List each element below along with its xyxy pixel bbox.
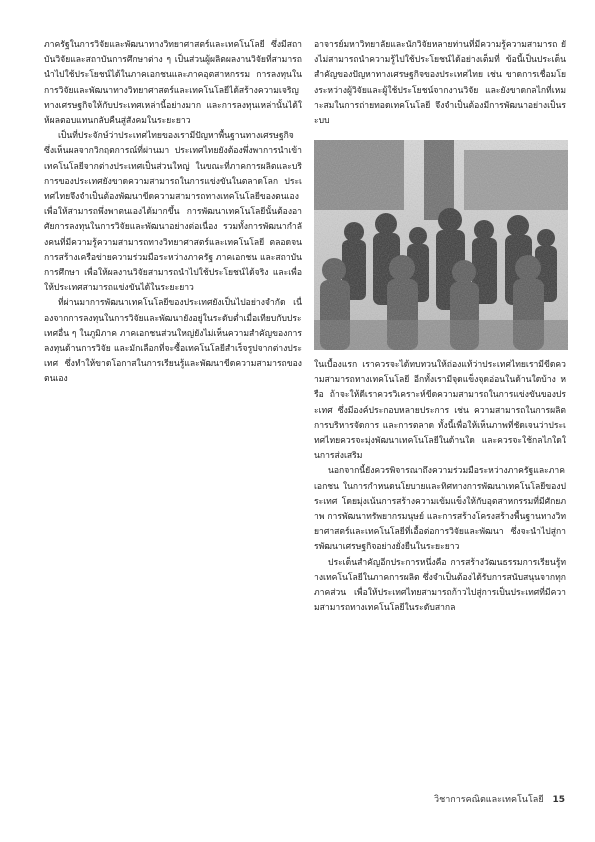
paragraph: อาจารย์มหาวิทยาลัยและนักวิจัยหลายท่านที่มีความรู้ความสามารถ ยังไม่สามารถนำความรู้ไปใช้ประโยชน์ได้อย่างเต็มที่ ข้อนี้เป็นประเด็นสำคัญของปัญหาทางเศรษฐกิจของประเทศไทย เช่น ขาดการเชื่อมโยงระหว่างผู้วิจัยและผู้ใช้ประโยชน์จากงานวิจัย และยังขาดกลไกที่เหมาะสมในการถ่ายทอดเทคโนโลยี จึงจำเป็นต้องมีการพัฒนาอย่างเป็นระบบ: [314, 40, 566, 127]
paragraph: นอกจากนี้ยังควรพิจารณาถึงความร่วมมือระหว่างภาครัฐและภาคเอกชน ในการกำหนดนโยบายและทิศทางการพัฒนาเทคโนโลยีของประเทศ โดยมุ่งเน้นการสร้างความเข้มแข็งให้กับอุตสาหกรรมที่มีศักยภาพ การพัฒนาทรัพยากรมนุษย์ และการสร้างโครงสร้างพื้นฐานทางวิทยาศาสตร์และเทคโนโลยีที่เอื้อต่อการวิจัยและพัฒนา ซึ่งจะนำไปสู่การพัฒนาเศรษฐกิจอย่างยั่งยืนในระยะยาว: [314, 466, 566, 553]
crowd-photo-image: [314, 140, 568, 350]
article-photo: [314, 140, 568, 350]
page-number: 15: [552, 795, 565, 805]
article-left-column: [44, 38, 302, 388]
article-right-column-top: [314, 38, 566, 129]
paragraph: ในเบื้องแรก เราควรจะได้ทบทวนให้ถ่องแท้ว่าประเทศไทยเรามีขีดความสามารถทางเทคโนโลยี อีกทั้งเรามีจุดแข็งจุดอ่อนในด้านใดบ้าง หรือ ถ้าจะให้ดีเราควรวิเคราะห์ขีดความสามารถในการแข่งขันของประเทศ ซึ่งมีองค์ประกอบหลายประการ เช่น ความสามารถในการผลิต การบริหารจัดการ และการตลาด ทั้งนี้เพื่อให้เห็นภาพที่ชัดเจนว่าประเทศไทยควรจะมุ่งพัฒนาเทคโนโลยีในด้านใด และควรจะใช้กลไกใดในการส่งเสริม: [314, 360, 566, 462]
paragraph: ประเด็นสำคัญอีกประการหนึ่งคือ การสร้างวัฒนธรรมการเรียนรู้ทางเทคโนโลยีในภาคการผลิต ซึ่งจำเป็นต้องได้รับการสนับสนุนจากทุกภาคส่วน เพื่อให้ประเทศไทยสามารถก้าวไปสู่การเป็นประเทศที่มีความสามารถทางเทคโนโลยีในระดับสากล: [314, 557, 566, 614]
paragraph: ภาครัฐในการวิจัยและพัฒนาทางวิทยาศาสตร์และเทคโนโลยี ซึ่งมีสถาบันวิจัยและสถาบันการศึกษาต่าง ๆ เป็นส่วนผู้ผลิตผลงานวิจัยที่สามารถนำไปใช้ประโยชน์ได้ในภาคเอกชนและภาคอุตสาหกรรม การลงทุนในการวิจัยและพัฒนาทางวิทยาศาสตร์และเทคโนโลยีได้สร้างความเจริญทางเศรษฐกิจให้กับประเทศเหล่านี้อย่างมาก และการลงทุนเหล่านั้นได้ให้ผลตอบแทนกลับคืนสู่สังคมในระยะยาว: [44, 40, 302, 127]
paragraph: เป็นที่ประจักษ์ว่าประเทศไทยของเรามีปัญหาพื้นฐานทางเศรษฐกิจ ซึ่งเห็นผลจากวิกฤตการณ์ที่ผ่านมา ประเทศไทยยังต้องพึ่งพาการนำเข้าเทคโนโลยีจากต่างประเทศเป็นส่วนใหญ่ ในขณะที่ภาคการผลิตและบริการของประเทศยังขาดความสามารถในการแข่งขันในตลาดโลก ประเทศไทยจึงจำเป็นต้องพัฒนาขีดความสามารถทางเทคโนโลยีของตนเอง เพื่อให้สามารถพึ่งพาตนเองได้มากขึ้น การพัฒนาเทคโนโลยีนั้นต้องอาศัยการลงทุนในการวิจัยและพัฒนาอย่างต่อเนื่อง รวมทั้งการพัฒนากำลังคนที่มีความรู้ความสามารถทางวิทยาศาสตร์และเทคโนโลยี ตลอดจนการสร้างเครือข่ายความร่วมมือระหว่างภาครัฐ ภาคเอกชน และสถาบันการศึกษา เพื่อให้ผลงานวิจัยสามารถนำไปใช้ประโยชน์ได้จริง และเพื่อให้ประเทศสามารถแข่งขันได้ในระยะยาว: [44, 131, 302, 294]
journal-name: วิชาการคณิตและเทคโนโลยี: [434, 795, 544, 805]
page-footer: [434, 792, 565, 806]
article-right-column-bottom: [314, 358, 566, 616]
paragraph: ที่ผ่านมาการพัฒนาเทคโนโลยีของประเทศยังเป็นไปอย่างจำกัด เนื่องจากการลงทุนในการวิจัยและพัฒนายังอยู่ในระดับต่ำเมื่อเทียบกับประเทศอื่น ๆ ในภูมิภาค ภาคเอกชนส่วนใหญ่ยังไม่เห็นความสำคัญของการลงทุนด้านการวิจัย และมักเลือกที่จะซื้อเทคโนโลยีสำเร็จรูปจากต่างประเทศ ซึ่งทำให้ขาดโอกาสในการเรียนรู้และพัฒนาขีดความสามารถของตนเอง: [44, 298, 302, 385]
